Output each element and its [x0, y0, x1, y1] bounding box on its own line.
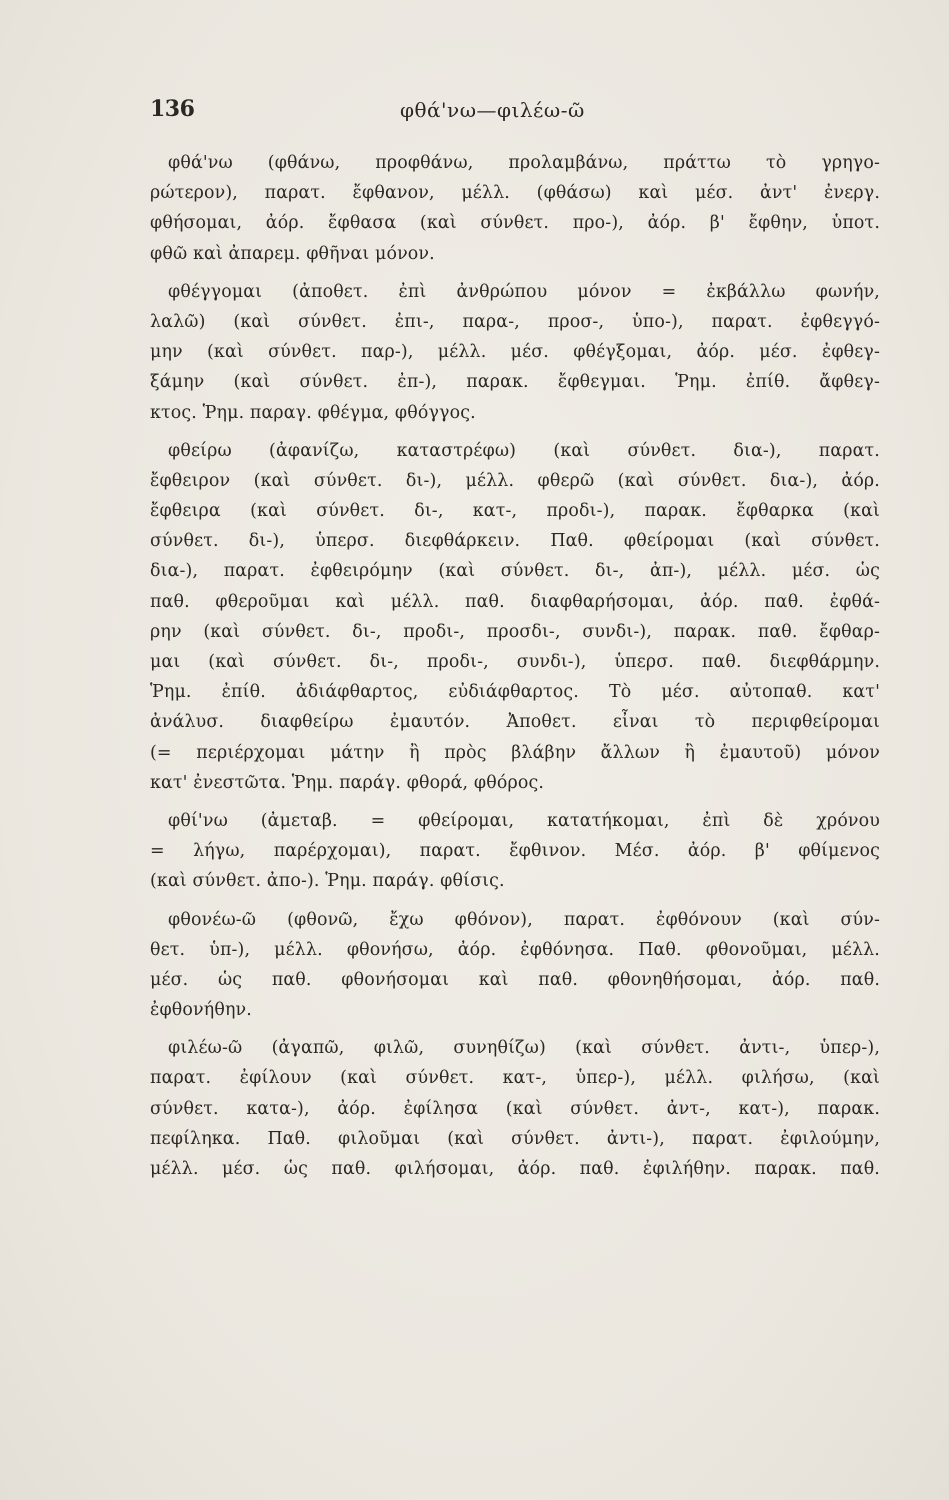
text-line: ξάμην (καὶ σύνθετ. ἐπ-), παρακ. ἔφθεγμαι. Ῥημ. ἐπίθ. ἄφθεγ- — [150, 372, 880, 393]
entry-phthengomai — [150, 277, 880, 428]
text-line: δια-), παρατ. ἐφθειρόμην (καὶ σύνθετ. δι-, ἀπ-), μέλλ. μέσ. ὡς — [150, 561, 880, 582]
text-line: κτος. Ῥημ. παραγ. φθέγμα, φθόγγος. — [150, 402, 476, 423]
text-line: φθῶ καὶ ἀπαρεμ. φθῆναι μόνον. — [150, 243, 435, 264]
entry-fthano — [150, 148, 880, 269]
text-line: παθ. φθεροῦμαι καὶ μέλλ. παθ. διαφθαρήσομαι, ἀόρ. παθ. ἐφθά- — [150, 591, 880, 612]
entry-phthoneo — [150, 905, 880, 1026]
entry-phthino — [150, 806, 880, 897]
text-line: Ῥημ. ἐπίθ. ἀδιάφθαρτος, εὐδιάφθαρτος. Τὸ μέσ. αὐτοπαθ. κατ' — [150, 682, 880, 703]
text-line: (= περιέρχομαι μάτην ἢ πρὸς βλάβην ἄλλων ἢ ἐμαυτοῦ) μόνον — [150, 742, 880, 763]
text-line: ἐφθονήθην. — [150, 1000, 252, 1021]
text-line: πεφίληκα. Παθ. φιλοῦμαι (καὶ σύνθετ. ἀντι-), παρατ. ἐφιλούμην, — [150, 1128, 880, 1149]
text-line: = λήγω, παρέρχομαι), παρατ. ἔφθινον. Μέσ. ἀόρ. β' φθίμενος — [150, 841, 880, 862]
text-line: σύνθετ. κατα-), ἀόρ. ἐφίλησα (καὶ σύνθετ. ἀντ-, κατ-), παρακ. — [150, 1098, 880, 1119]
entry-phtheiro — [150, 436, 880, 798]
text-line: φθείρω (ἀφανίζω, καταστρέφω) (καὶ σύνθετ. δια-), παρατ. — [168, 440, 880, 461]
text-line: παρατ. ἐφίλουν (καὶ σύνθετ. κατ-, ὑπερ-), μέλλ. φιλήσω, (καὶ — [150, 1068, 880, 1089]
text-line: ρην (καὶ σύνθετ. δι-, προδι-, προσδι-, συνδι-), παρακ. παθ. ἔφθαρ- — [150, 621, 880, 642]
page-header — [150, 96, 890, 130]
text-line: κατ' ἐνεστῶτα. Ῥημ. παράγ. φθορά, φθόρος. — [150, 772, 545, 793]
text-line: ἔφθειρα (καὶ σύνθετ. δι-, κατ-, προδι-), παρακ. ἔφθαρκα (καὶ — [150, 501, 880, 522]
text-line: μέλλ. μέσ. ὡς παθ. φιλήσομαι, ἀόρ. παθ. ἐφιλήθην. παρακ. παθ. — [150, 1159, 880, 1179]
text-line: (καὶ σύνθετ. ἀπο-). Ῥημ. παράγ. φθίσις. — [150, 871, 505, 892]
text-line: ρώτερον), παρατ. ἔφθανον, μέλλ. (φθάσω) καὶ μέσ. ἀντ' ἐνεργ. — [150, 183, 880, 204]
entry-phileo — [150, 1033, 880, 1184]
text-line: φθονέω-ῶ (φθονῶ, ἔχω φθόνον), παρατ. ἐφθόνουν (καὶ σύν- — [168, 909, 880, 930]
text-line: φθήσομαι, ἀόρ. ἔφθασα (καὶ σύνθετ. προ-), ἀόρ. β' ἔφθην, ὑποτ. — [150, 213, 880, 234]
dictionary-text — [150, 148, 880, 1192]
text-line: μαι (καὶ σύνθετ. δι-, προδι-, συνδι-), ὑπερσ. παθ. διεφθάρμην. — [150, 652, 880, 672]
text-line: μην (καὶ σύνθετ. παρ-), μέλλ. μέσ. φθέγξομαι, ἀόρ. μέσ. ἐφθεγ- — [150, 342, 880, 363]
text-line: φιλέω-ῶ (ἀγαπῶ, φιλῶ, συνηθίζω) (καὶ σύνθετ. ἀντι-, ὑπερ-), — [168, 1038, 880, 1059]
text-line: σύνθετ. δι-), ὑπερσ. διεφθάρκειν. Παθ. φθείρομαι (καὶ σύνθετ. — [150, 531, 880, 552]
text-line: φθί'νω (ἀμεταβ. = φθείρομαι, κατατήκομαι, ἐπὶ δὲ χρόνου — [168, 810, 880, 831]
text-line: ἀνάλυσ. διαφθείρω ἐμαυτόν. Ἀποθετ. εἶναι τὸ περιφθείρομαι — [150, 712, 880, 733]
text-line: μέσ. ὡς παθ. φθονήσομαι καὶ παθ. φθονηθήσομαι, ἀόρ. παθ. — [150, 969, 880, 990]
text-line: λαλῶ) (καὶ σύνθετ. ἐπι-, παρα-, προσ-, ὑπο-), παρατ. ἐφθεγγό- — [150, 311, 880, 332]
page-number: 136 — [150, 96, 195, 122]
text-line: φθέγγομαι (ἀποθετ. ἐπὶ ἀνθρώπου μόνον = ἐκβάλλω φωνήν, — [168, 281, 880, 302]
text-line: θετ. ὑπ-), μέλλ. φθονήσω, ἀόρ. ἐφθόνησα. Παθ. φθονοῦμαι, μέλλ. — [150, 939, 880, 960]
running-head: φθά'νω—φιλέω-ῶ — [400, 98, 585, 122]
text-line: ἔφθειρον (καὶ σύνθετ. δι-), μέλλ. φθερῶ (καὶ σύνθετ. δια-), ἀόρ. — [150, 470, 880, 491]
text-line: φθά'νω (φθάνω, προφθάνω, προλαμβάνω, πράττω τὸ γρηγο- — [168, 153, 880, 173]
